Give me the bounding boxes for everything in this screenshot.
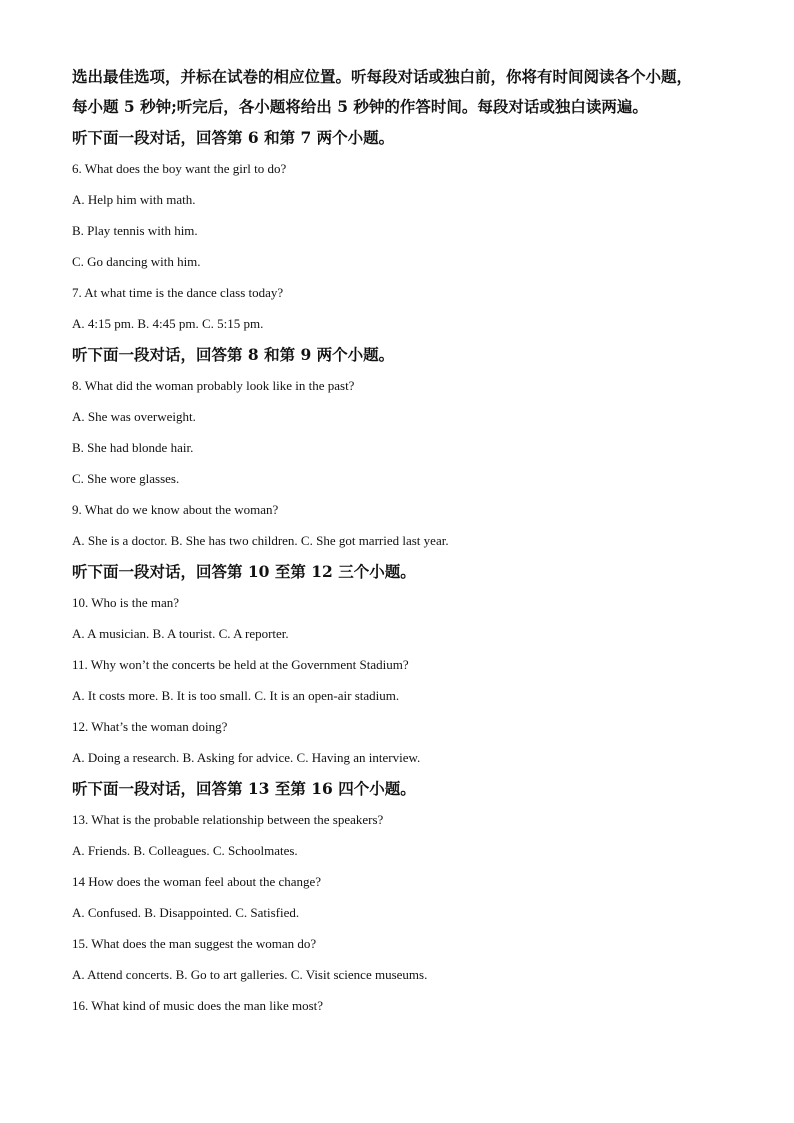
question-12: 12. What’s the woman doing? [72, 719, 228, 734]
option-line: A. Confused. B. Disappointed. C. Satisfied. [72, 905, 300, 920]
option-line: A. Attend concerts. B. Go to art galleries. C. Visit science museums. [72, 967, 428, 982]
option-line: C. She wore glasses. [72, 471, 180, 486]
option-line: A. 4:15 pm. B. 4:45 pm. C. 5:15 pm. [72, 316, 264, 331]
option-line: B. Play tennis with him. [72, 223, 198, 238]
question-10: 10. Who is the man? [72, 595, 179, 610]
option-line: A. Help him with math. [72, 192, 196, 207]
question-8: 8. What did the woman probably look like in the past? [72, 378, 355, 393]
instructions-line-2: 每小题 5 秒钟;听完后，各小题将给出 5 秒钟的作答时间。每段对话或独白读两遍。 [72, 97, 648, 116]
instructions-line-1: 选出最佳选项，并标在试卷的相应位置。听每段对话或独白前，你将有时间阅读各个小题， [72, 67, 693, 86]
option-line: A. She is a doctor. B. She has two children. C. She got married last year. [72, 533, 449, 548]
option-line: A. Friends. B. Colleagues. C. Schoolmates. [72, 843, 298, 858]
question-9: 9. What do we know about the woman? [72, 502, 279, 517]
option-line: A. She was overweight. [72, 409, 196, 424]
section-heading: 听下面一段对话，回答第 13 至第 16 四个小题。 [72, 779, 416, 798]
document-page [72, 62, 732, 1021]
question-16: 16. What kind of music does the man like most? [72, 998, 324, 1013]
option-line: B. She had blonde hair. [72, 440, 194, 455]
question-14: 14 How does the woman feel about the change? [72, 874, 322, 889]
option-line: A. Doing a research. B. Asking for advice. C. Having an interview. [72, 750, 421, 765]
question-6: 6. What does the boy want the girl to do? [72, 161, 287, 176]
question-11: 11. Why won’t the concerts be held at the Government Stadium? [72, 657, 409, 672]
question-13: 13. What is the probable relationship between the speakers? [72, 812, 384, 827]
question-15: 15. What does the man suggest the woman do? [72, 936, 317, 951]
section-heading: 听下面一段对话，回答第 10 至第 12 三个小题。 [72, 562, 416, 581]
option-line: C. Go dancing with him. [72, 254, 201, 269]
option-line: A. A musician. B. A tourist. C. A reporter. [72, 626, 289, 641]
section-heading: 听下面一段对话，回答第 6 和第 7 两个小题。 [72, 128, 395, 147]
question-7: 7. At what time is the dance class today? [72, 285, 284, 300]
option-line: A. It costs more. B. It is too small. C. It is an open-air stadium. [72, 688, 400, 703]
section-heading: 听下面一段对话，回答第 8 和第 9 两个小题。 [72, 345, 395, 364]
